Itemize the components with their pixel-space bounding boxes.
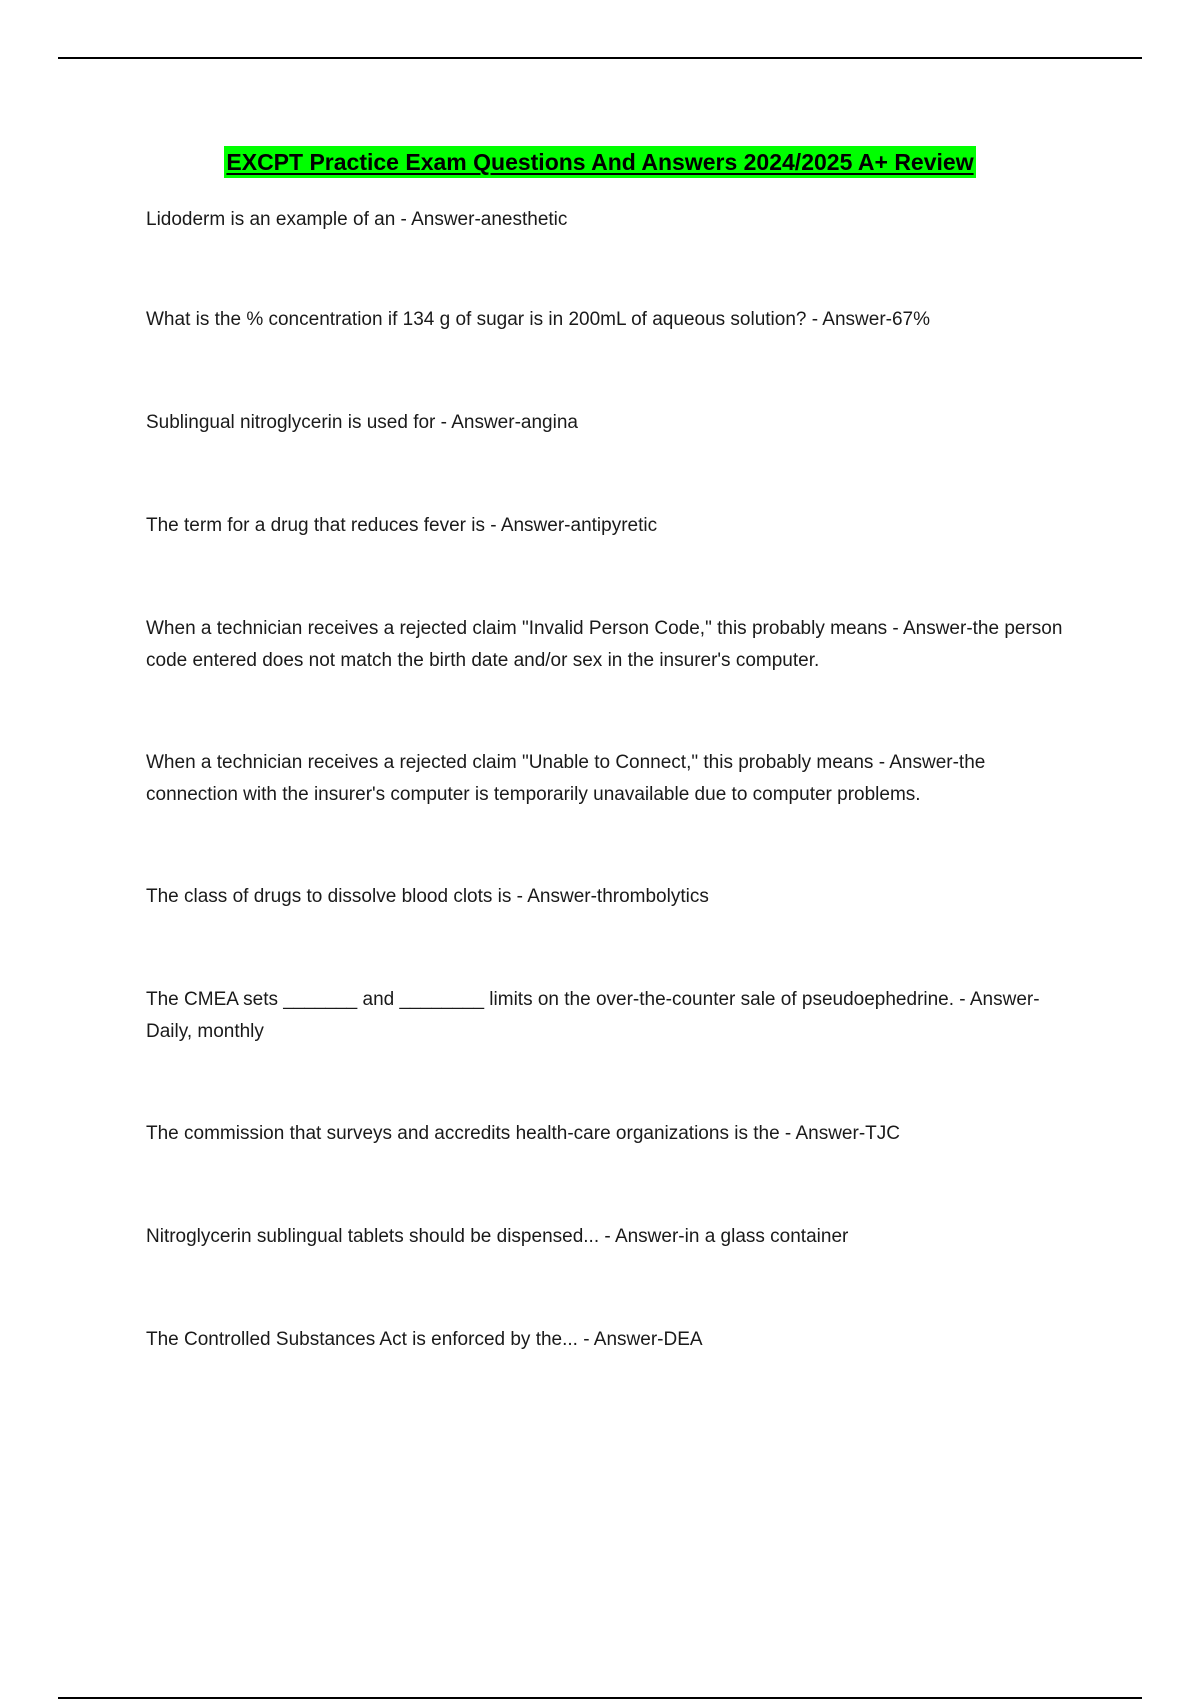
qa-item-2: What is the % concentration if 134 g of sugar is in 200mL of aqueous solution? - Answer-67% bbox=[146, 309, 931, 330]
qa-item-10: Nitroglycerin sublingual tablets should be dispensed... - Answer-in a glass container bbox=[146, 1226, 849, 1247]
qa-item-4: The term for a drug that reduces fever is - Answer-antipyretic bbox=[146, 515, 658, 536]
qa-item-6: When a technician receives a rejected claim "Unable to Connect," this probably means - Answer-the connection with the insurer's computer is temporarily unavailable due to computer problems. bbox=[146, 752, 986, 805]
bottom-rule bbox=[58, 1697, 1142, 1699]
qa-item-5: When a technician receives a rejected claim "Invalid Person Code," this probably means - Answer-the person code entered does not match the birth date and/or sex in the insurer's computer. bbox=[146, 618, 1063, 671]
qa-item-3: Sublingual nitroglycerin is used for - Answer-angina bbox=[146, 412, 578, 433]
qa-item-11: The Controlled Substances Act is enforced by the... - Answer-DEA bbox=[146, 1329, 703, 1350]
qa-item-7: The class of drugs to dissolve blood clots is - Answer-thrombolytics bbox=[146, 886, 709, 907]
qa-item-8: The CMEA sets _______ and ________ limits on the over-the-counter sale of pseudoephedrine. - Answer-Daily, monthly bbox=[146, 989, 1040, 1042]
title-block bbox=[0, 146, 1200, 178]
top-rule bbox=[58, 57, 1142, 59]
qa-item-9: The commission that surveys and accredits health-care organizations is the - Answer-TJC bbox=[146, 1123, 900, 1144]
document-title: EXCPT Practice Exam Questions And Answers 2024/2025 A+ Review bbox=[224, 146, 975, 178]
qa-item-1: Lidoderm is an example of an - Answer-anesthetic bbox=[146, 209, 568, 230]
